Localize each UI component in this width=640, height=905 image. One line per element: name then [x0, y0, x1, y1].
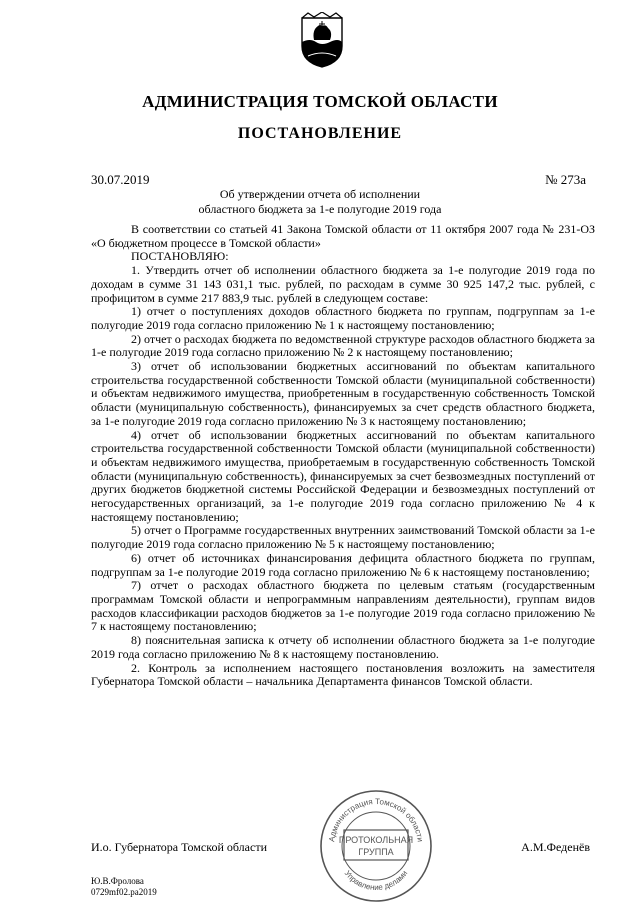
body-paragraph: 8) пояснительная записка к отчету об исполнении областного бюджета за 1-е полугодие 2019 года согласно приложению № 8 к настоящему постановлению. [91, 633, 595, 661]
document-number: № 273а [545, 172, 586, 187]
official-stamp [318, 788, 434, 904]
body-paragraph: 4) отчет об использовании бюджетных ассигнований по объектам капитального строительства государственной собственности Томской области (муниципальной собственности) и объектам недвижимого имущества, приобретаемым в государственную собственность Томской области (муниципальную собственность), финансируемых за счет безвозмездных поступлений от других бюджетов бюджетной системы Российской Федерации и безвозмездных поступлений от негосударственных организаций, за 1-е полугодие 2019 года согласно приложению № 4 к настоящему постановлению; [91, 427, 595, 524]
body-paragraph: 1) отчет о поступлениях доходов областного бюджета по группам, подгруппам за 1-е полугодие 2019 года согласно приложению № 1 к настоящему постановлению; [91, 304, 595, 332]
body-paragraph: ПОСТАНОВЛЯЮ: [131, 249, 229, 264]
signatory-name: А.М.Феденёв [521, 840, 590, 854]
stamp-center-line: ПРОТОКОЛЬНАЯ [338, 835, 414, 845]
signatory-position: И.о. Губернатора Томской области [91, 840, 267, 854]
subject-line: Об утверждении отчета об исполнении [219, 187, 421, 201]
body-paragraph: 7) отчет о расходах областного бюджета по целевым статьям (государственным программам Томской области и непрограммным направлениям деятельности), группам видов расходов классификации расходов бюджетов за 1-е полугодие 2019 года согласно приложению № 7 к настоящему постановлению; [91, 578, 595, 634]
body-paragraph: 3) отчет об использовании бюджетных ассигнований по объектам капитального строительства государственной собственности Томской области (муниципальной собственности) и объектам недвижимого имущества, приобретенным в государственную собственность Томской области (муниципальную собственность), финансируемых за счет средств областного бюджета, за 1-е полугодие 2019 года согласно приложению № 3 к настоящему постановлению; [91, 359, 595, 428]
stamp-ring-bottom: Управление делами [342, 868, 410, 893]
executor-name: Ю.В.Фролова [91, 876, 144, 886]
stamp-ring-top: Администрация Томской области [327, 796, 425, 843]
organization-title: АДМИНИСТРАЦИЯ ТОМСКОЙ ОБЛАСТИ [142, 92, 498, 111]
document-code: 0729mf02.ра2019 [91, 887, 157, 897]
body-paragraph: 2) отчет о расходах бюджета по ведомственной структуре расходов областного бюджета за 1-е полугодие 2019 года согласно приложению № 2 к настоящему постановлению; [91, 331, 595, 360]
document-date: 30.07.2019 [91, 172, 150, 187]
body-paragraph: 2. Контроль за исполнением настоящего постановления возложить на заместителя Губернатора Томской области – начальника Департамента финансов Томской области. [91, 660, 595, 689]
body-paragraph: 6) отчет об источниках финансирования дефицита областного бюджета по группам, подгруппам за 1-е полугодие 2019 года согласно приложению № 6 к настоящему постановлению; [91, 550, 595, 579]
document-body [91, 223, 595, 689]
stamp-center-line: ГРУППА [358, 847, 394, 857]
coat-of-arms-icon [300, 12, 344, 68]
document-type: ПОСТАНОВЛЕНИЕ [237, 125, 403, 142]
subject-line: областного бюджета за 1-е полугодие 2019 года [198, 202, 442, 216]
executor-info [91, 876, 157, 898]
document-subject [0, 187, 640, 217]
body-paragraph: 1. Утвердить отчет об исполнении областного бюджета за 1-е полугодие 2019 года по доходам в сумме 31 143 031,1 тыс. рублей, по расходам в сумме 30 925 147,2 тыс. рублей, с профицитом в сумме 217 883,9 тыс. рублей в следующем составе: [91, 263, 595, 305]
body-paragraph: В соответствии со статьей 41 Закона Томской области от 11 октября 2007 года № 231-ОЗ «О бюджетном процессе в Томской области» [91, 222, 595, 250]
body-paragraph: 5) отчет о Программе государственных внутренних заимствований Томской области за 1-е полугодие 2019 года согласно приложению № 5 к настоящему постановлению; [91, 523, 595, 552]
